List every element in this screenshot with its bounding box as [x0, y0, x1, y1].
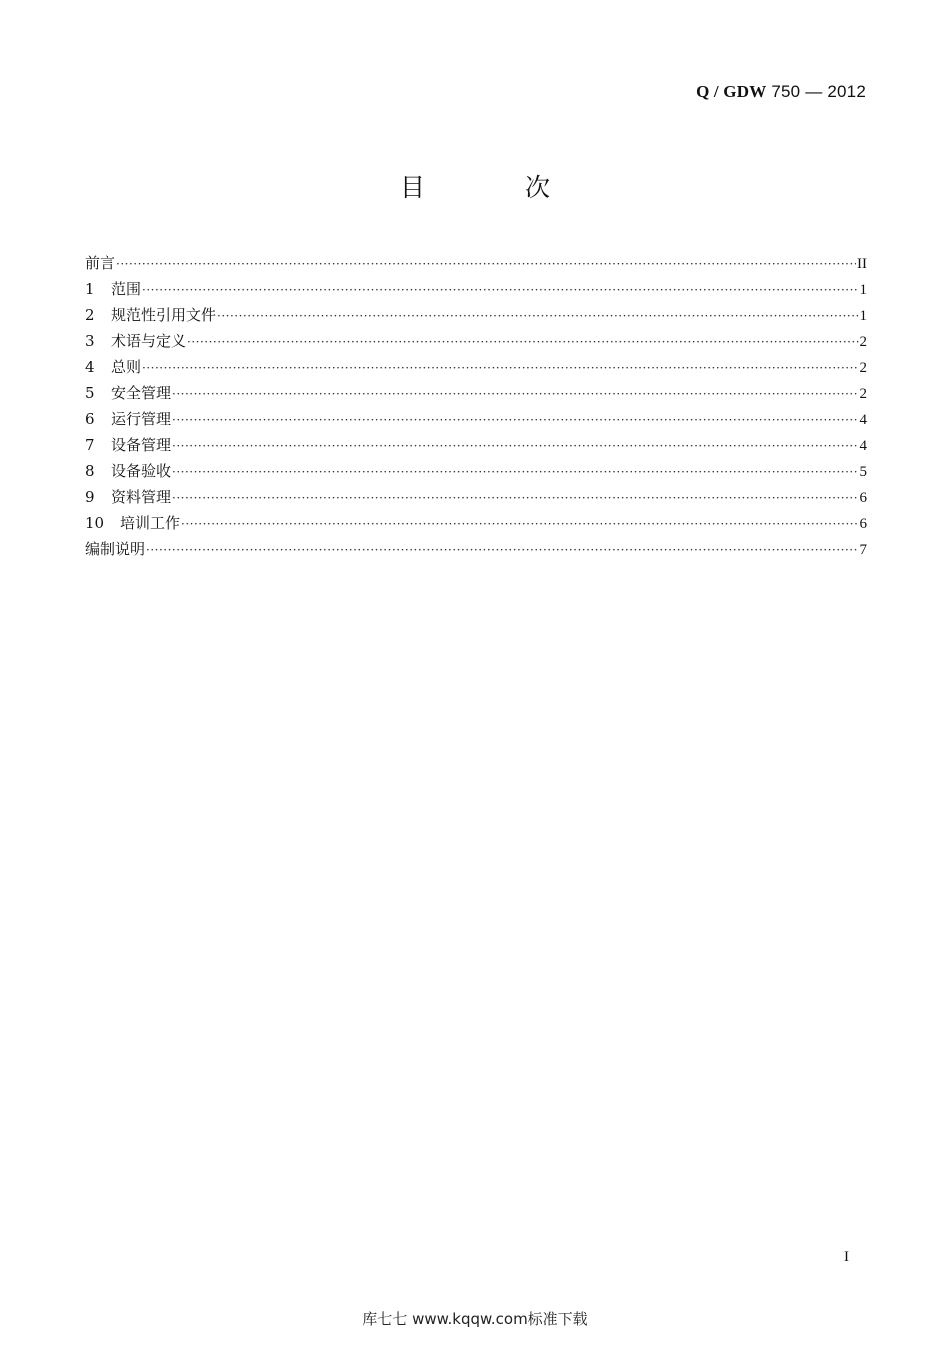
- toc-entry-page: 6: [859, 516, 867, 532]
- toc-entry-general[interactable]: [85, 356, 867, 382]
- toc-leader-dots: [172, 491, 858, 505]
- toc-entry-number: 8: [85, 462, 95, 480]
- toc-entry-operation-management[interactable]: [85, 408, 867, 434]
- toc-entry-training[interactable]: [85, 512, 867, 538]
- page-number: I: [844, 1249, 849, 1265]
- toc-entry-label: 安全管理: [111, 384, 172, 402]
- toc-leader-dots: [116, 257, 856, 271]
- toc-entry-compilation-notes[interactable]: [85, 538, 867, 564]
- toc-entry-number: 9: [85, 488, 95, 506]
- toc-entry-page: 7: [859, 542, 867, 558]
- toc-entry-page: 1: [859, 308, 867, 324]
- toc-entry-page: 2: [859, 360, 867, 376]
- toc-entry-number: 7: [85, 436, 95, 454]
- toc-entry-terms-definitions[interactable]: [85, 330, 867, 356]
- table-of-contents: [85, 252, 867, 564]
- toc-entry-equipment-acceptance[interactable]: [85, 460, 867, 486]
- toc-leader-dots: [187, 335, 858, 349]
- toc-entry-page: 5: [859, 464, 867, 480]
- toc-entry-label: 总则: [111, 358, 142, 376]
- toc-entry-page: 4: [859, 412, 867, 428]
- toc-entry-label: 编制说明: [85, 540, 146, 558]
- toc-entry-number: 4: [85, 358, 95, 376]
- document-code: [696, 82, 866, 102]
- toc-entry-records-management[interactable]: [85, 486, 867, 512]
- toc-entry-scope[interactable]: [85, 278, 867, 304]
- toc-title: 目 次: [400, 173, 596, 202]
- toc-leader-dots: [146, 543, 858, 557]
- toc-leader-dots: [142, 283, 858, 297]
- toc-entry-page: 1: [859, 282, 867, 298]
- toc-entry-safety-management[interactable]: [85, 382, 867, 408]
- toc-entry-page: II: [857, 256, 867, 272]
- toc-leader-dots: [172, 465, 858, 479]
- download-footer: 库七七 www.kqqw.com标准下载: [362, 1310, 588, 1328]
- toc-leader-dots: [181, 517, 858, 531]
- toc-leader-dots: [172, 387, 858, 401]
- toc-entry-label: 术语与定义: [111, 332, 187, 350]
- toc-entry-label: 规范性引用文件: [111, 306, 217, 324]
- toc-entry-foreword[interactable]: [85, 252, 867, 278]
- toc-entry-normative-references[interactable]: [85, 304, 867, 330]
- toc-entry-number: 10: [85, 514, 105, 532]
- toc-entry-label: 设备验收: [111, 462, 172, 480]
- toc-entry-equipment-management[interactable]: [85, 434, 867, 460]
- toc-leader-dots: [217, 309, 858, 323]
- toc-entry-label: 运行管理: [111, 410, 172, 428]
- toc-entry-label: 范围: [111, 280, 142, 298]
- toc-entry-number: 1: [85, 280, 95, 298]
- toc-entry-page: 4: [859, 438, 867, 454]
- toc-entry-number: 6: [85, 410, 95, 428]
- toc-entry-number: 2: [85, 306, 95, 324]
- toc-entry-number: 5: [85, 384, 95, 402]
- toc-entry-page: 2: [859, 334, 867, 350]
- toc-entry-number: 3: [85, 332, 95, 350]
- toc-leader-dots: [172, 439, 858, 453]
- toc-entry-label: 培训工作: [120, 514, 181, 532]
- toc-entry-page: 6: [859, 490, 867, 506]
- document-code-prefix: Q / GDW: [696, 82, 767, 101]
- toc-entry-label: 前言: [85, 254, 116, 272]
- toc-entry-label: 设备管理: [111, 436, 172, 454]
- toc-leader-dots: [142, 361, 858, 375]
- toc-entry-page: 2: [859, 386, 867, 402]
- toc-entry-label: 资料管理: [111, 488, 172, 506]
- document-code-number: 750 — 2012: [771, 82, 866, 101]
- toc-leader-dots: [172, 413, 858, 427]
